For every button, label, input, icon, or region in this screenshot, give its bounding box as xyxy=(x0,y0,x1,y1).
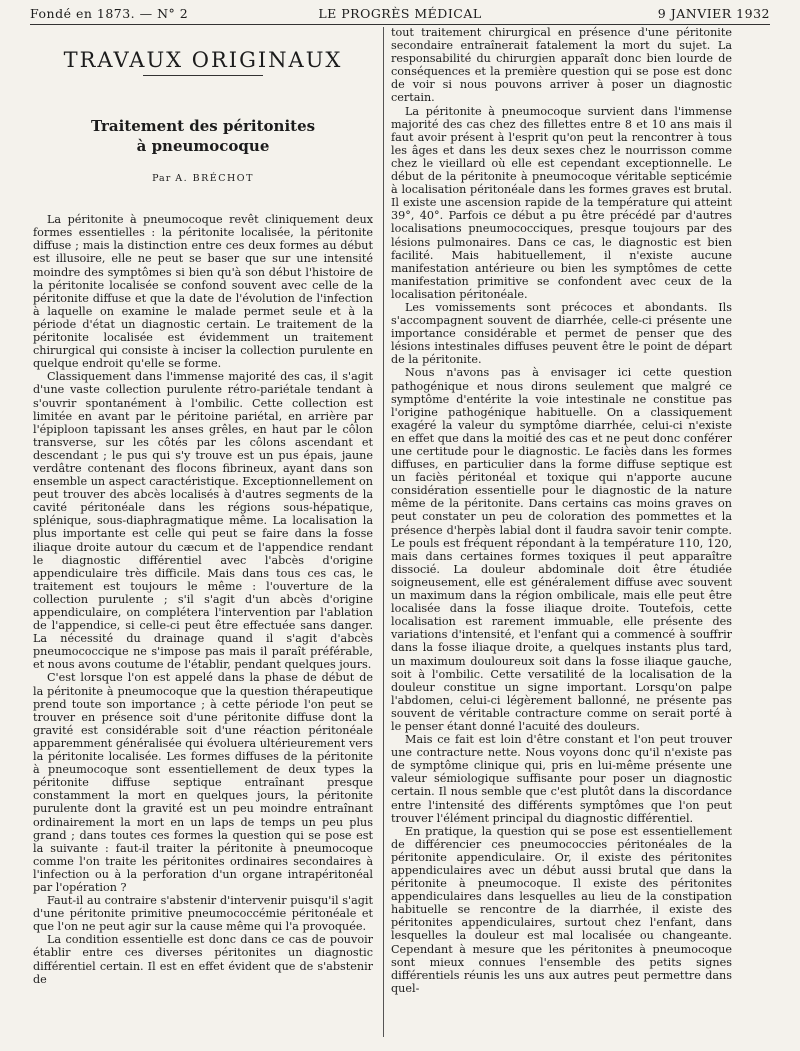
article-title xyxy=(33,116,373,156)
paragraph-continued: tout traitement chirurgical en présence d'une péritonite secondaire entraînerait fatalement la mort du sujet. La responsabilité du chirurgien apparaît donc bien lourde de conséquences et la première question qui se pose est donc de voir si nous pouvons arriver à poser un diagnostic certain. xyxy=(391,26,732,105)
paragraph: Nous n'avons pas à envisager ici cette question pathogénique et nous dirons seulement que malgré ce symptôme d'entérite la voie intestinale ne constitue pas l'origine pathogénique habituelle. On a classiquement exagéré la valeur du symptôme diarrhée, celui-ci n'existe en effet que dans la moitié des cas et ne peut donc conférer une certitude pour le diagnostic. Le faciès dans les formes diffuses, en particulier dans la forme diffuse septique est un faciès péritonéal et toxique qui n'apporte aucune considération essentielle pour le diagnostic de la nature même de la péritonite. Dans certains cas moins graves on peut constater un peu de coloration des pommettes et la présence d'herpès labial dont il faudra savoir tenir compte. Le pouls est fréquent répondant à la température 110, 120, mais dans certaines formes toxiques il peut apparaître dissocié. La douleur abdominale doit être étudiée soigneusement, elle est généralement diffuse avec souvent un maximum dans la région ombilicale, mais elle peut être localisée dans la fosse iliaque droite. Toutefois, cette localisation est rarement immuable, elle présente des variations d'intensité, et l'enfant qui a commencé à souffrir dans la fosse iliaque droite, a quelques instants plus tard, un maximum douloureux soit dans la fosse iliaque gauche, soit à l'ombilic. Cette versatilité de la localisation de la douleur constitue un signe important. Lorsqu'on palpe l'abdomen, celui-ci légèrement ballonné, ne présente pas souvent de véritable contracture comme on serait porté à le penser étant donné l'acuité des douleurs. xyxy=(391,366,732,733)
column-divider xyxy=(383,27,384,1037)
paragraph: Classiquement dans l'immense majorité des cas, il s'agit d'une vaste collection purulente rétro-pariétale tendant à s'ouvrir spontanément à l'ombilic. Cette collection est limitée en avant par le péritoine pariétal, en arrière par l'épiploon tapissant les anses grêles, en haut par le côlon transverse, sur les côtés par les côlons ascendant et descendant ; le pus qui s'y trouve est un pus épais, jaune verdâtre contenant des flocons fibrineux, ayant dans son ensemble un aspect caractéristique. Exceptionnellement on peut trouver des abcès localisés à d'autres segments de la cavité péritonéale dans les régions sous-hépatique, splénique, sous-diaphragmatique même. La localisation la plus importante est celle qui peut se faire dans la fosse iliaque droite autour du cæcum et de l'appendice rendant le diagnostic différentiel avec l'abcès d'origine appendiculaire très difficile. Mais dans tous ces cas, le traitement est toujours le même : l'ouverture de la collection purulente ; s'il s'agit d'un abcès d'origine appendiculaire, on complétera l'intervention par l'ablation de l'appendice, si celle-ci peut être effectuée sans danger. La nécessité du drainage quand il s'agit d'abcès pneumococcique ne s'impose pas mais il paraît préférable, et nous avons coutume de l'établir, pendant quelques jours. xyxy=(33,370,373,672)
author-name: A. BRÉCHOT xyxy=(175,173,254,185)
issue-date: 9 JANVIER 1932 xyxy=(657,6,770,21)
paragraph: C'est lorsque l'on est appelé dans la phase de début de la péritonite à pneumocoque que la question thérapeutique prend toute son importance ; à cette période l'on peut se trouver en présence soit d'une péritonite diffuse dont la gravité est considérable soit d'une réaction péritonéale apparemment généralisée qui évoluera ultérieurement vers la péritonite localisée. Les formes diffuses de la péritonite à pneumocoque sont essentiellement de deux types la péritonite diffuse septique entraînant presque constamment la mort en quelques jours, la péritonite purulente dont la gravité est un peu moindre entraînant ordinairement la mort en un laps de temps un peu plus grand ; dans toutes ces formes la question qui se pose est la suivante : faut-il traiter la péritonite à pneumocoque comme l'on traite les péritonites ordinaires secondaires à l'infection ou à la perforation d'un organe intrapéritonéal par l'opération ? xyxy=(33,671,373,894)
byline-prefix: Par xyxy=(152,173,172,185)
rubric-rule xyxy=(143,75,263,76)
byline xyxy=(33,172,373,185)
running-header xyxy=(30,6,770,22)
left-column xyxy=(33,26,373,986)
journal-founding-and-issue: Fondé en 1873. — N° 2 xyxy=(30,6,189,21)
paragraph: Faut-il au contraire s'abstenir d'intervenir puisqu'il s'agit d'une péritonite primitive pneumococcémie péritonéale et que l'on ne peut agir sur la cause même qui l'a provoquée. xyxy=(33,894,373,934)
section-rubric: TRAVAUX ORIGINAUX xyxy=(63,48,343,72)
paragraph: La péritonite à pneumocoque revêt cliniquement deux formes essentielles : la péritonite localisée, la péritonite diffuse ; mais la distinction entre ces deux formes au début est illusoire, elle ne peut se baser que sur une intensité moindre des symptômes si bien qu'à son début l'histoire de la péritonite localisée se confond souvent avec celle de la péritonite diffuse et que la date de l'évolution de l'infection à laquelle on examine le malade permet seule et à la période d'état un diagnostic certain. Le traitement de la péritonite localisée est évidemment un traitement chirurgical qui consiste à inciser la collection purulente en quelque endroit qu'elle se forme. xyxy=(33,213,373,371)
right-column xyxy=(391,26,732,995)
article-title-line-1: Traitement des péritonites xyxy=(90,117,316,136)
paragraph: Mais ce fait est loin d'être constant et l'on peut trouver une contracture nette. Nous voyons donc qu'il n'existe pas de symptôme clinique qui, pris en lui-même présente une valeur sémiologique suffisante pour poser un diagnostic certain. Il nous semble que c'est plutôt dans la discordance entre l'intensité des différents symptômes que l'on peut trouver l'élément principal du diagnostic différentiel. xyxy=(391,733,732,825)
journal-title: LE PROGRÈS MÉDICAL xyxy=(318,6,482,21)
paragraph: La péritonite à pneumocoque survient dans l'immense majorité des cas chez des fillettes entre 8 et 10 ans mais il faut avoir présent à l'esprit qu'on peut la rencontrer à tous les âges et dans les deux sexes chez le nourrisson comme chez le vieillard où elle est cependant exceptionnelle. Le début de la péritonite à pneumocoque véritable septicémie à localisation péritonéale dans les formes graves est brutal. Il existe une ascension rapide de la température qui atteint 39°, 40°. Parfois ce début a pu être précédé par d'autres localisations pneumococciques, presque toujours par des lésions pulmonaires. Dans ce cas, le diagnostic est bien facilité. Mais habituellement, il n'existe aucune manifestation antérieure ou bien les symptômes de cette manifestation primitive se confondent avec ceux de la localisation péritonéale. xyxy=(391,104,732,301)
paragraph: En pratique, la question qui se pose est essentiellement de différencier ces pneumococcies péritonéales de la péritonite appendiculaire. Or, il existe des péritonites appendiculaires avec un début aussi brutal que dans la péritonite à pneumocoque. Il existe des péritonites appendiculaires dans lesquelles au lieu de la constipation habituelle se rencontre de la diarrhée, il existe des péritonites appendiculaires, surtout chez l'enfant, dans lesquelles la douleur est mal localisée ou changeante. Cependant à mesure que les péritonites à pneumocoque sont mieux connues l'ensemble des petits signes différentiels réunis les uns aux autres peut permettre dans quel- xyxy=(391,824,732,995)
header-rule xyxy=(30,24,770,25)
paragraph: La condition essentielle est donc dans ce cas de pouvoir établir entre ces diverses péritonites un diagnostic différentiel certain. Il est en effet évident que de s'abstenir de xyxy=(33,933,373,986)
article-title-line-2: à pneumocoque xyxy=(136,137,270,156)
paragraph: Les vomissements sont précoces et abondants. Ils s'accompagnent souvent de diarrhée, celle-ci présente une importance considérable et permet de penser que des lésions intestinales diffuses peuvent être le point de départ de la péritonite. xyxy=(391,300,732,367)
